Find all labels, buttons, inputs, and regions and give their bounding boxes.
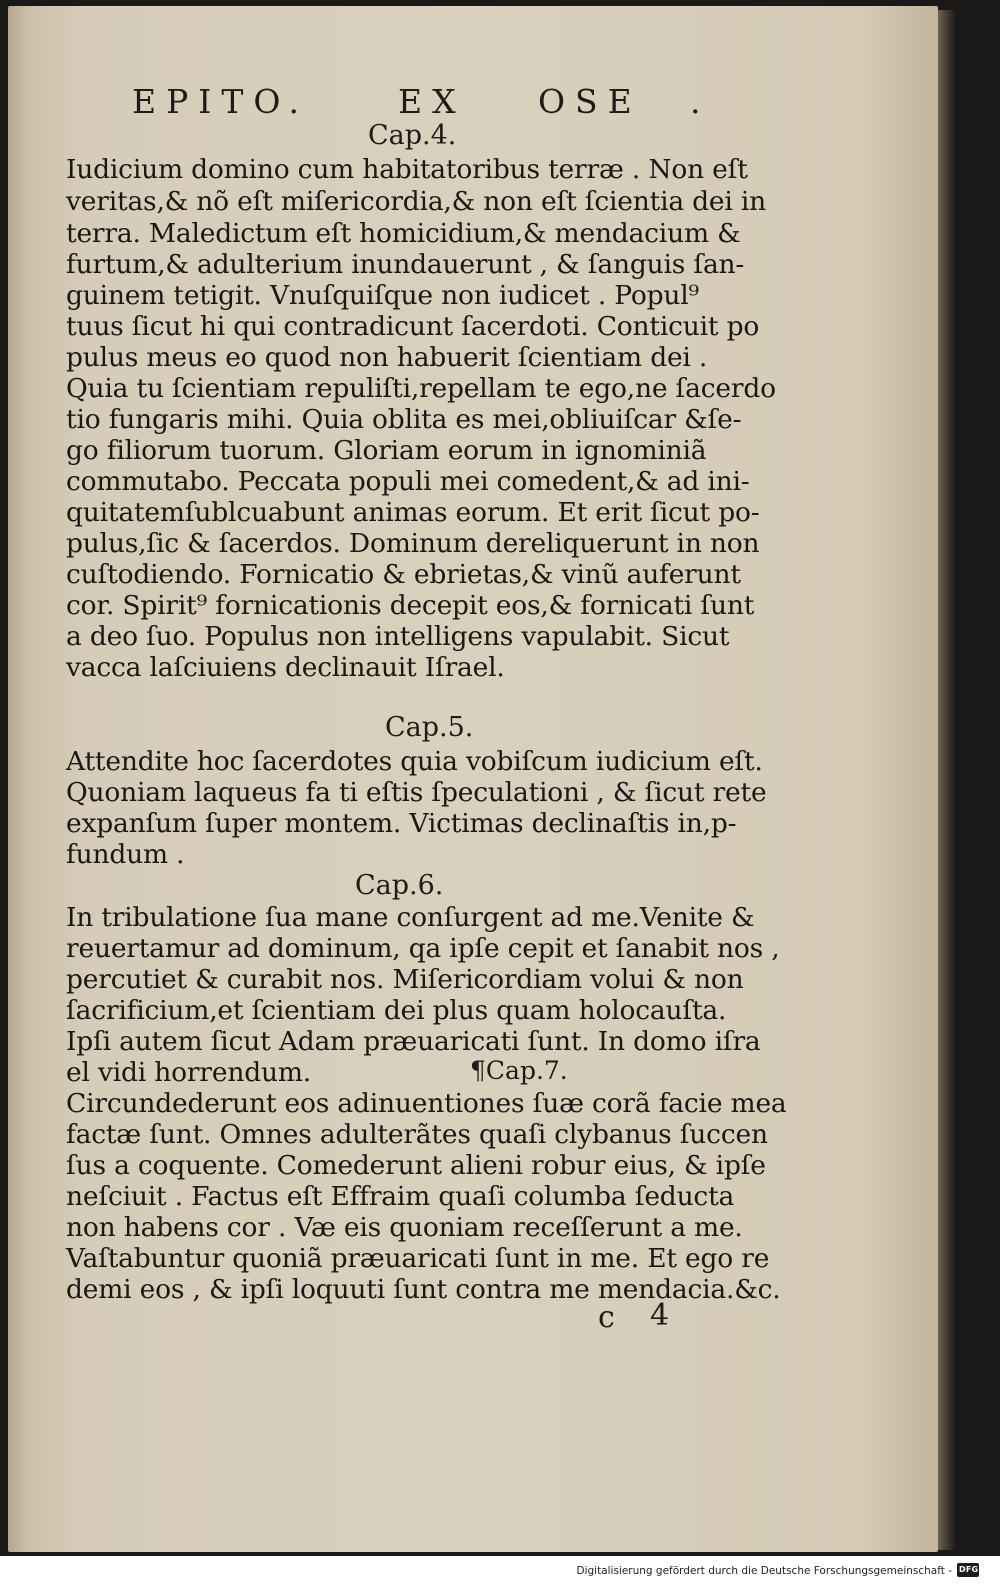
text-line: Vaſtabuntur quoniã præuaricati ſunt in me. Et ego re — [66, 1243, 770, 1274]
text-line: non habens cor . Væ eis quoniam receſſerunt a me. — [66, 1212, 743, 1243]
text-line: vacca laſciuiens declinauit Iſrael. — [66, 652, 505, 683]
text-line: commutabo. Peccata populi mei comedent,& ad ini- — [66, 466, 750, 497]
text-line: a deo ſuo. Populus non intelligens vapulabit. Sicut — [66, 621, 730, 652]
text-line: quitatemſublcuabunt animas eorum. Et erit ſicut po- — [66, 497, 760, 528]
chapter-heading: Cap.5. — [385, 712, 474, 743]
text-line: In tribulatione ſua mane conſurgent ad me.Venite & — [66, 902, 755, 933]
dfg-logo-text: DFG — [959, 1565, 979, 1574]
running-head-word: EX — [398, 82, 466, 121]
page-edge-shadow — [938, 10, 956, 1550]
text-line: Quoniam laqueus fa ti eſtis ſpeculationi , & ſicut rete — [66, 777, 767, 808]
text-line: percutiet & curabit nos. Miſericordiam volui & non — [66, 964, 744, 995]
chapter-heading: Cap.6. — [355, 870, 444, 901]
text-line: demi eos , & ipſi loquuti ſunt contra me mendacia.&c. — [66, 1274, 781, 1305]
text-line: Attendite hoc ſacerdotes quia vobiſcum iudicium eſt. — [66, 746, 763, 777]
signature-letter: c — [598, 1300, 615, 1335]
text-line: terra. Maledictum eſt homicidium,& mendacium & — [66, 218, 741, 249]
signature-number: 4 — [650, 1298, 670, 1333]
text-line: go filiorum tuorum. Gloriam eorum in ignominiã — [66, 435, 707, 466]
chapter-heading: Cap.4. — [368, 120, 457, 151]
text-line: ſus a coquente. Comederunt alieni robur eius, & ipſe — [66, 1150, 766, 1181]
digitization-credit: Digitalisierung gefördert durch die Deutsche Forschungsgemeinschaft - — [576, 1565, 952, 1577]
text-line: Ipſi autem ſicut Adam præuaricati ſunt. In domo iſra — [66, 1026, 761, 1057]
text-line: pulus,ſic & ſacerdos. Dominum dereliquerunt in non — [66, 528, 760, 559]
text-line: Circundederunt eos adinuentiones ſuæ corã facie mea — [66, 1088, 787, 1119]
text-line: expanſum ſuper montem. Victimas declinaſtis in,p- — [66, 808, 737, 839]
text-line: tuus ſicut hi qui contradicunt ſacerdoti. Conticuit po — [66, 311, 760, 342]
text-line: el vidi horrendum. — [66, 1057, 311, 1088]
chapter-heading: ¶Cap.7. — [470, 1056, 568, 1085]
running-head-word: . — [690, 82, 711, 121]
text-line: cor. Spirit⁹ fornicationis decepit eos,& fornicati ſunt — [66, 590, 755, 621]
text-line: guinem tetigit. Vnuſquiſque non iudicet . Popul⁹ — [66, 280, 699, 311]
running-head-word: OSE — [538, 82, 642, 121]
text-line: veritas,& nõ eſt miſericordia,& non eſt ſcientia dei in — [66, 186, 767, 217]
text-line: cuſtodiendo. Fornicatio & ebrietas,& vinũ auferunt — [66, 559, 741, 590]
text-line: pulus meus eo quod non habuerit ſcientiam dei . — [66, 342, 708, 373]
running-head-word: EPITO. — [132, 82, 309, 121]
text-line: furtum,& adulterium inundauerunt , & ſanguis ſan- — [66, 249, 745, 280]
text-line: factæ ſunt. Omnes adulterãtes quaſi clybanus ſuccen — [66, 1119, 768, 1150]
dfg-logo-icon — [957, 1563, 979, 1577]
text-line: Iudicium domino cum habitatoribus terræ . Non eſt — [66, 154, 748, 185]
text-line: tio fungaris mihi. Quia oblita es mei,obliuiſcar &ſe- — [66, 404, 742, 435]
text-line: neſciuit . Factus eſt Effraim quaſi columba ſeducta — [66, 1181, 735, 1212]
text-line: fundum . — [66, 839, 185, 870]
text-line: ſacrificium,et ſcientiam dei plus quam holocauſta. — [66, 995, 727, 1026]
text-line: Quia tu ſcientiam repuliſti,repellam te ego,ne ſacerdo — [66, 373, 776, 404]
text-line: reuertamur ad dominum, qa ipſe cepit et ſanabit nos , — [66, 933, 780, 964]
